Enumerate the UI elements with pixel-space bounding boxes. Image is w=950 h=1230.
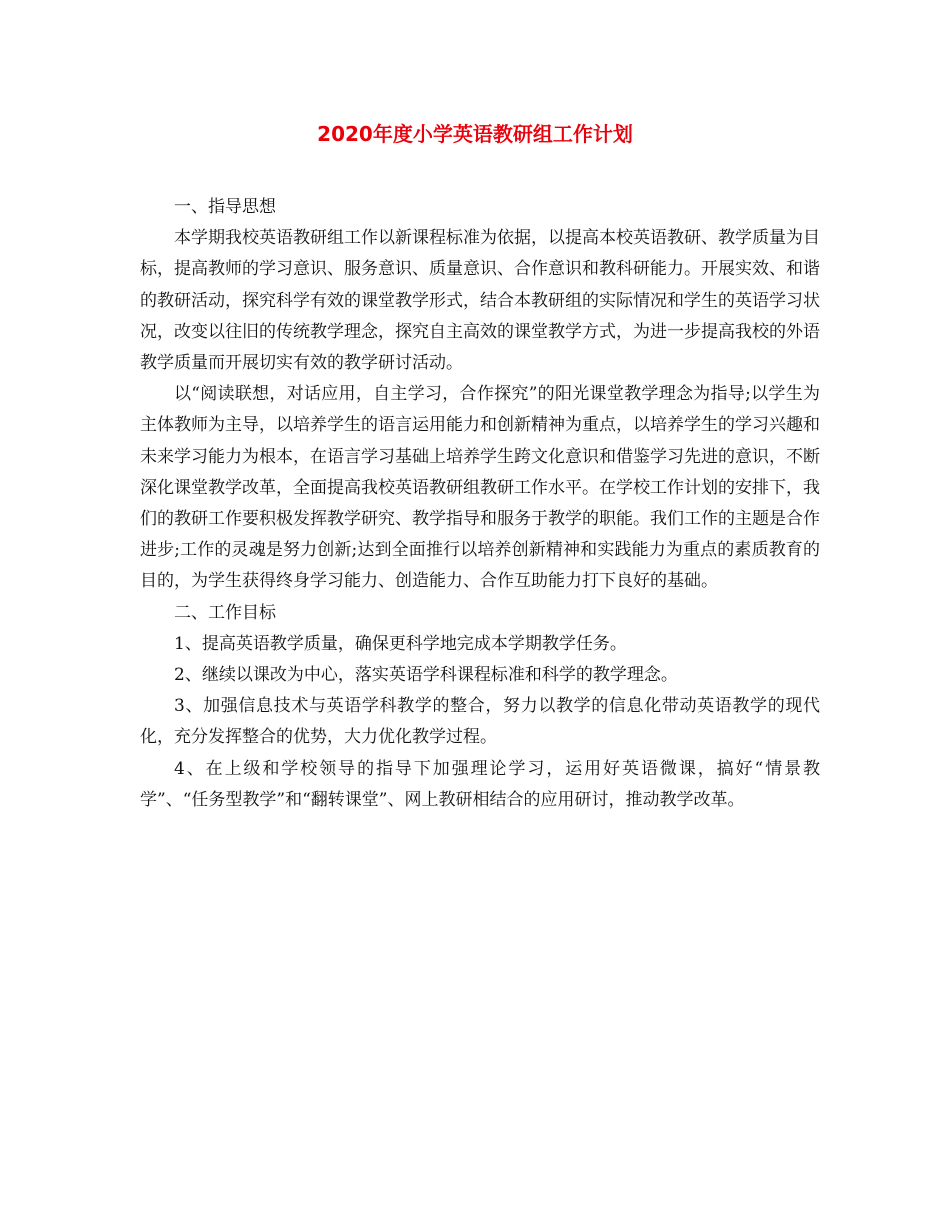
heading-guiding-ideology: 一、指导思想 bbox=[174, 197, 276, 217]
goal-item-3: 3、加强信息技术与英语学科教学的整合，努力以教学的信息化带动英语教学的现代化，充分发挥整合的优势，大力优化教学过程。 bbox=[140, 696, 820, 748]
paragraph-teaching-philosophy: 以“阅读联想，对话应用，自主学习，合作探究”的阳光课堂教学理念为指导;以学生为主体教师为主导，以培养学生的语言运用能力和创新精神为重点，以培养学生的学习兴趣和未来学习能力为根本，在语言学习基础上培养学生跨文化意识和借鉴学习先进的意识，不断深化课堂教学改革，全面提高我校英语教研组教研工作水平。在学校工作计划的安排下，我们的教研工作要积极发挥教学研究、教学指导和服务于教学的职能。我们工作的主题是合作进步;工作的灵魂是努力创新;达到全面推行以培养创新精神和实践能力为重点的素质教育的目的，为学生获得终身学习能力、创造能力、合作互助能力打下良好的基础。 bbox=[140, 384, 820, 592]
heading-work-goals: 二、工作目标 bbox=[174, 602, 276, 623]
document-body bbox=[140, 192, 820, 816]
goal-item-1: 1、提高英语教学质量，确保更科学地完成本学期教学任务。 bbox=[174, 633, 627, 654]
goal-item-2: 2、继续以课改为中心，落实英语学科课程标准和科学的教学理念。 bbox=[174, 665, 678, 686]
goal-item-4: 4、在上级和学校领导的指导下加强理论学习，运用好英语微课，搞好“情景教学”、“任务型教学”和“翻转课堂”、网上教研相结合的应用研讨，推动教学改革。 bbox=[140, 758, 820, 810]
document-title: 2020年度小学英语教研组工作计划 bbox=[317, 122, 633, 146]
paragraph-guiding-ideology: 本学期我校英语教研组工作以新课程标准为依据，以提高本校英语教研、教学质量为目标，提高教师的学习意识、服务意识、质量意识、合作意识和教科研能力。开展实效、和谐的教研活动，探究科学有效的课堂教学形式，结合本教研组的实际情况和学生的英语学习状况，改变以往旧的传统教学理念，探究自主高效的课堂教学方式，为进一步提高我校的外语教学质量而开展切实有效的教学研讨活动。 bbox=[140, 228, 820, 374]
